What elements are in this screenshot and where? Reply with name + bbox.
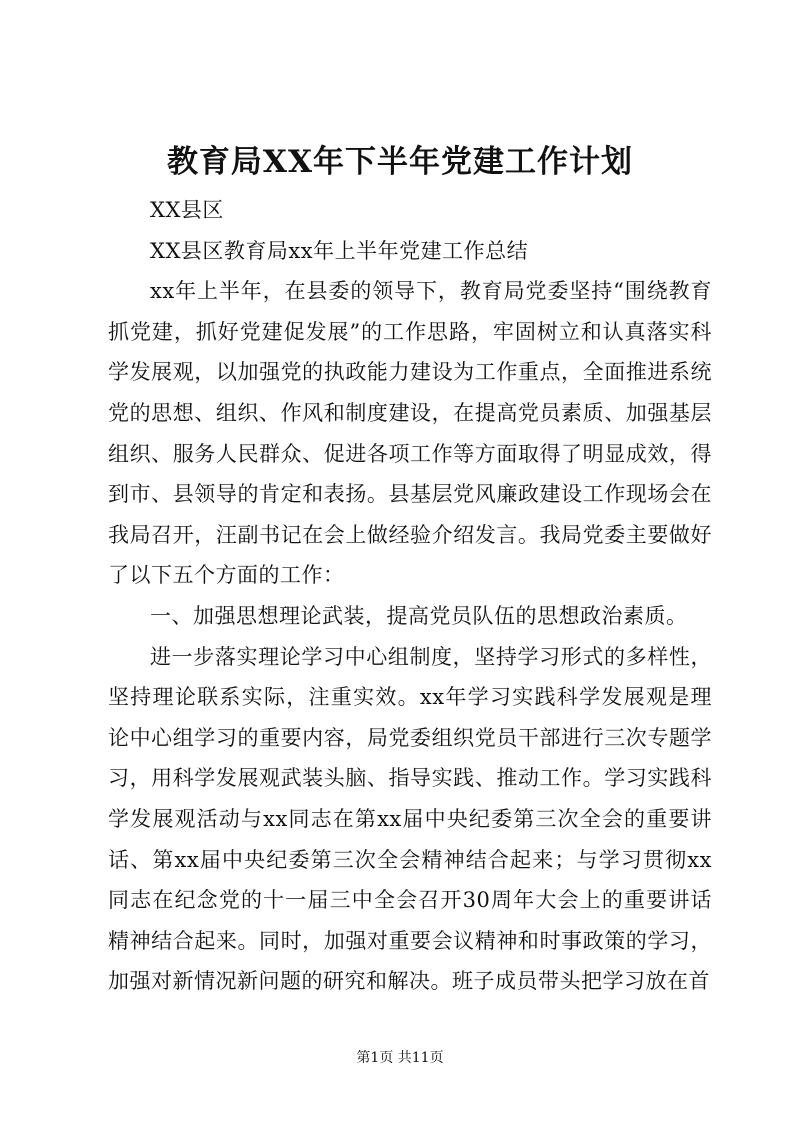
document-title: 教育局XX年下半年党建工作计划 bbox=[166, 144, 634, 180]
page-footer: 第1页 共11页 bbox=[356, 1050, 444, 1066]
paragraph-section-body: 进一步落实理论学习中心组制度，坚持学习形式的多样性，坚持理论联系实际，注重实效。xx年学习实践科学发展观是理论中心组学习的重要内容，局党委组织党员干部进行三次专题学习，用科学发展观武装头脑、指导实践、推动工作。学习实践科学发展观活动与xx同志在第xx届中央纪委第三次全会的重要讲话、第xx届中央纪委第三次全会精神结合起来；与学习贯彻xx同志在纪念党的十一届三中全会召开30周年大会上的重要讲话精神结合起来。同时，加强对重要会议精神和时事政策的学习，加强对新情况新问题的研究和解决。班子成员带头把学习放在首 bbox=[108, 644, 712, 994]
paragraph-county: XX县区 bbox=[150, 198, 224, 222]
document-body bbox=[108, 190, 712, 1002]
paragraph-subtitle: XX县区教育局xx年上半年党建工作总结 bbox=[150, 238, 529, 263]
paragraph-intro: xx年上半年，在县委的领导下，教育局党委坚持“围绕教育抓党建，抓好党建促发展”的工作思路，牢固树立和认真落实科学发展观，以加强党的执政能力建设为工作重点，全面推进系统党的思想、组织、作风和制度建设，在提高党员素质、加强基层组织、服务人民群众、促进各项工作等方面取得了明显成效，得到市、县领导的肯定和表扬。县基层党风廉政建设工作现场会在我局召开，汪副书记在会上做经验介绍发言。我局党委主要做好了以下五个方面的工作： bbox=[108, 279, 712, 588]
paragraph-section-heading: 一、加强思想理论武装，提高党员队伍的思想政治素质。 bbox=[150, 603, 688, 628]
